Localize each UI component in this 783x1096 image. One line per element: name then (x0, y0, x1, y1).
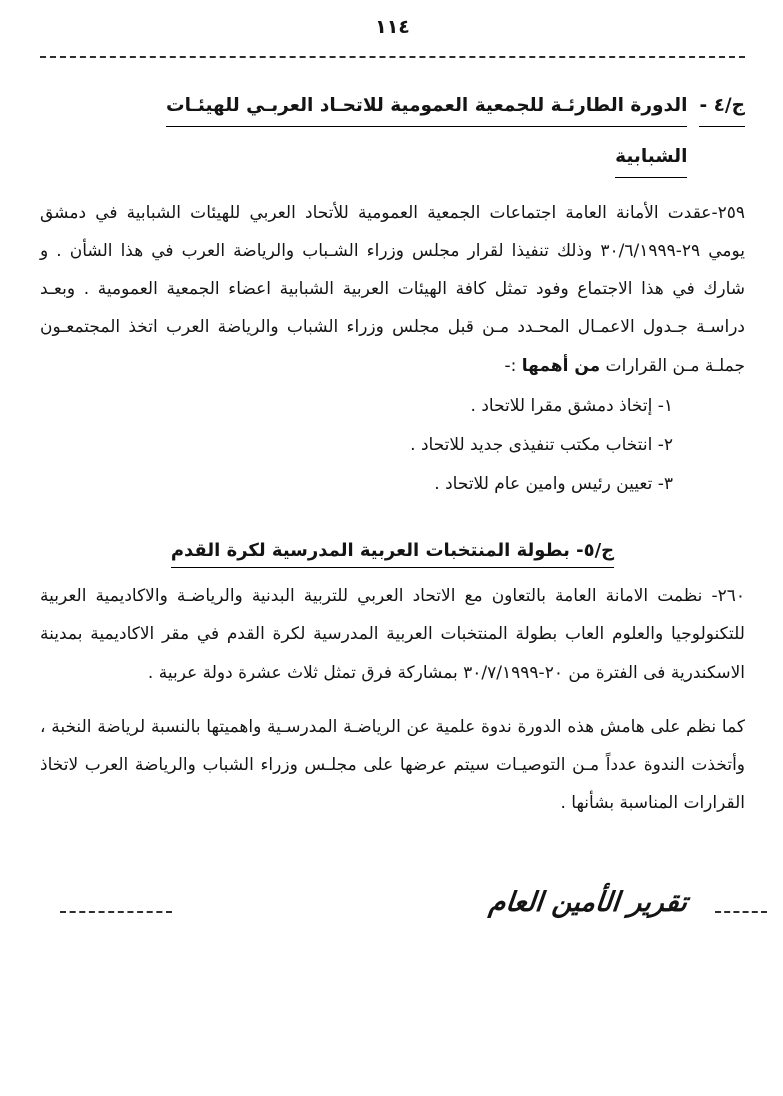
top-divider (40, 56, 745, 58)
section-5-heading-text: بطولة المنتخبات العربية المدرسية لكرة القدم (170, 540, 570, 562)
paragraph-259 (40, 194, 745, 385)
list-item: ٣- تعيين رئيس وامين عام للاتحاد . (434, 473, 673, 494)
section-5-heading (40, 540, 745, 561)
paragraph-259-tail: :- (504, 355, 522, 376)
section-4-heading (40, 92, 745, 178)
paragraph-259-number: ٢٥٩- (711, 202, 745, 223)
paragraph-259-bold-phrase: من أهمها (521, 355, 601, 376)
paragraph-260 (40, 577, 745, 692)
paragraph-260-followup: كما نظم على هامش هذه الدورة ندوة علمية عن الرياضـة المدرسـية واهميتها بالنسبة لرياضة النخبة ، وأتخذت الندوة عدداً مـن التوصيـات سيتم عرضها على مجلـس وزراء الشباب والرياضة العرب لاتخاذ القرارات المناسبة بشأنها . (40, 716, 745, 814)
section-4-heading-line2: الشبابية (615, 143, 687, 178)
section-5-heading-prefix: ج/٥- (576, 540, 615, 562)
signature-text: تقرير الأمين العام (487, 886, 689, 918)
paragraph-260-number: ٢٦٠- (711, 586, 746, 607)
section-5-heading-underline (171, 540, 614, 568)
paragraph-259-text: عقدت الأمانة العامة اجتماعات الجمعية العمومية للأتحاد العربي للهيئات الشبابية في دمشق يومي ٢٩-٣٠/٦/١٩٩٩ وذلك تنفيذا لقرار مجلس وزراء الشـباب والرياضة العرب في هذا الشأن . و شارك في هذا الاجتماع وفود تمثل كافة الهيئات العربية الشبابية اعضاء الجمعية العمومية . وبعـد دراسـة جـدول الاعمـال المحـدد مـن قبل مجلس وزراء الشباب والرياضة العرب اتخذ المجتمعـون جملـة مـن القرارات (40, 202, 745, 376)
paragraph-260-text: نظمت الامانة العامة بالتعاون مع الاتحاد العربي للتربية البدنية والرياضـة والاكاديمية العربية للتكنولوجيا والعلوم العاب بطولة المنتخبات العربية المدرسية لكرة القدم في مقر الاكاديمية بمدينة الاسكندرية فى الفترة من ٢٠-٣٠/٧/١٩٩٩ بمشاركة فرق تمثل ثلاث عشرة دولة عربية . (40, 586, 745, 683)
page-number: ١١٤ (375, 16, 410, 38)
section-4-heading-line1: الدورة الطارئـة للجمعية العمومية للاتحـاد العربـي للهيئـات (166, 92, 687, 127)
section-4 (40, 92, 745, 504)
list-item: ١- إتخاذ دمشق مقرا للاتحاد . (470, 395, 673, 416)
section-4-heading-text (166, 92, 687, 178)
footer-dash-left (60, 911, 172, 913)
list-item: ٢- انتخاب مكتب تنفيذى جديد للاتحاد . (410, 434, 673, 455)
section-4-heading-prefix: ج/٤ - (699, 92, 745, 127)
footer-signature-row (40, 887, 745, 937)
footer-dash-right (715, 911, 767, 913)
decision-list (40, 387, 673, 504)
section-5 (40, 540, 745, 823)
